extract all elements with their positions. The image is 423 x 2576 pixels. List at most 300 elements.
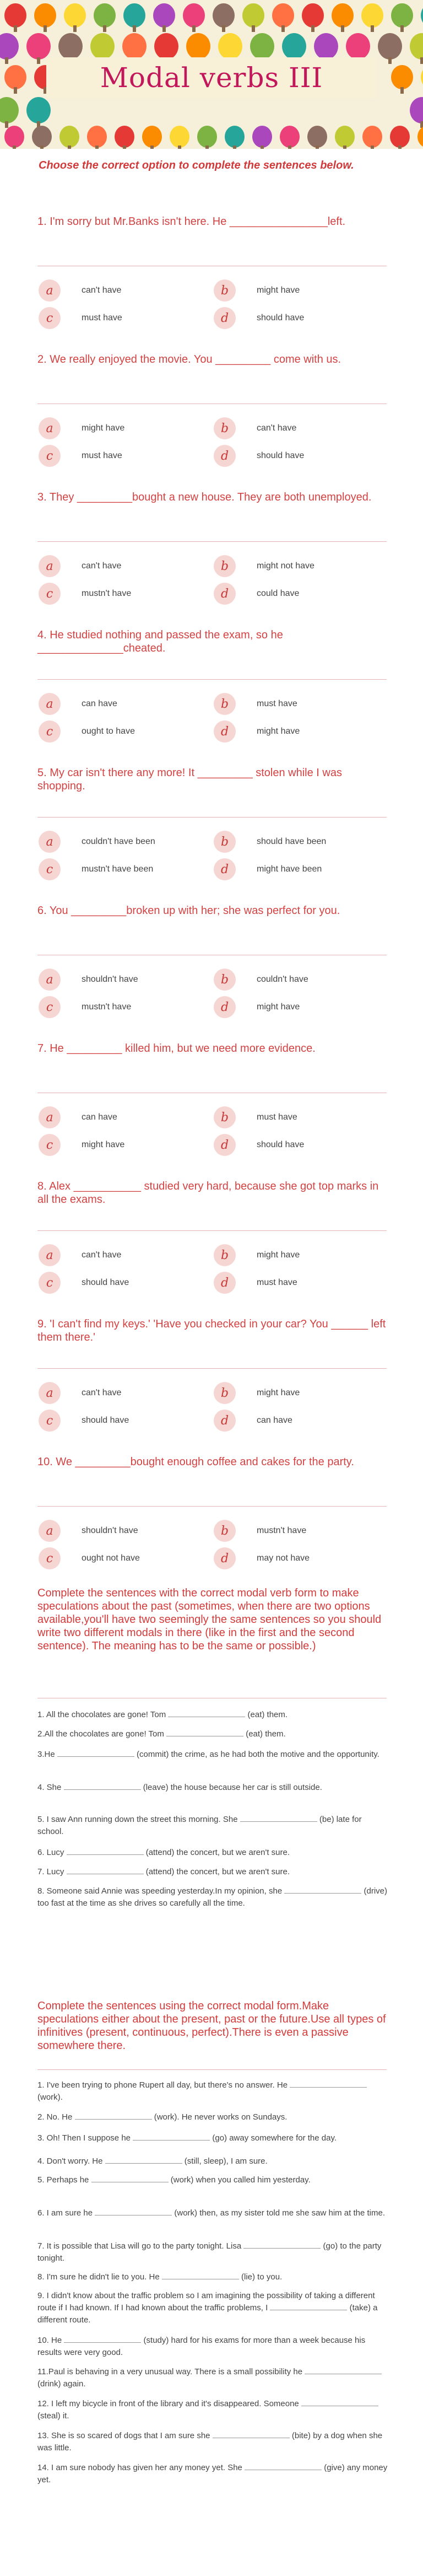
item-text-after: (eat) them. [243, 1729, 286, 1739]
exercise-item [37, 1749, 390, 1761]
item-text-before: 5. I saw Ann running down the street this morning. She [37, 1815, 240, 1824]
item-text-after: (work). He never works on Sundays. [151, 2112, 288, 2122]
tree-trunk [388, 57, 392, 64]
answer-option[interactable] [214, 693, 297, 715]
tree-trunk [37, 57, 40, 64]
tree-decoration [332, 3, 354, 28]
item-text-after: (attend) the concert, but we aren't sure. [143, 1848, 290, 1857]
tree-decoration [4, 65, 26, 89]
option-text: should have [82, 1278, 129, 1287]
tree-trunk [103, 25, 106, 32]
answer-blank[interactable] [168, 1709, 245, 1717]
answer-option[interactable] [39, 1520, 138, 1542]
tree-decoration [26, 97, 51, 123]
option-text: can't have [82, 1388, 122, 1397]
answer-option[interactable] [214, 1272, 297, 1294]
tree-decoration [361, 3, 383, 28]
item-text-after: (study) hard for his exams for more than a week because his results were very good. [37, 2336, 366, 2357]
tree-decoration [58, 33, 83, 60]
answer-option[interactable] [39, 307, 122, 329]
exercise-item [37, 1709, 390, 1721]
item-text-after: (take) a different route. [37, 2303, 378, 2325]
item-text-before: 11.Paul is behaving in a very unusual way. There is a small possibility he [37, 2367, 305, 2376]
answer-option[interactable] [214, 969, 308, 991]
exercise-item [37, 2079, 390, 2104]
question-text: 9. 'I can't find my keys.' 'Have you checked in your car? You ______ left them there.' [37, 1318, 386, 1343]
tree-decoration [115, 126, 134, 148]
answer-blank[interactable] [67, 1847, 144, 1855]
answer-option[interactable] [214, 555, 314, 577]
answer-option[interactable] [214, 583, 299, 605]
tree-decoration [153, 3, 175, 28]
item-text-before: 10. He [37, 2336, 64, 2345]
tree-trunk [222, 25, 225, 32]
answer-blank[interactable] [240, 1814, 317, 1822]
tree-trunk [288, 146, 291, 149]
option-letter: c [39, 1272, 61, 1294]
tree-decoration [87, 126, 107, 148]
option-text: can have [82, 1112, 117, 1122]
question-divider [37, 1506, 387, 1507]
option-text: can't have [82, 286, 122, 295]
option-letter: d [214, 1547, 236, 1569]
tree-trunk [150, 146, 154, 149]
exercise-item [37, 2155, 390, 2168]
answer-option[interactable] [39, 583, 131, 605]
item-text-before: 3. Oh! Then I suppose he [37, 2133, 133, 2143]
tree-trunk [5, 57, 8, 64]
tree-trunk [40, 146, 44, 149]
option-letter: a [39, 693, 61, 715]
option-text: should have [257, 451, 305, 460]
option-letter: d [214, 1134, 236, 1156]
option-text: can have [257, 1416, 292, 1425]
option-letter: a [39, 279, 61, 302]
answer-blank[interactable] [243, 2240, 321, 2249]
option-letter: b [214, 831, 236, 853]
option-text: shouldn't have [82, 1526, 138, 1535]
answer-option[interactable] [214, 307, 304, 329]
tree-decoration [242, 3, 264, 28]
option-letter: a [39, 969, 61, 991]
answer-option[interactable] [39, 831, 155, 853]
option-letter: b [214, 969, 236, 991]
option-letter: a [39, 1520, 61, 1542]
option-text: might have been [257, 864, 322, 874]
answer-option[interactable] [214, 279, 300, 302]
answer-option[interactable] [39, 555, 121, 577]
answer-blank[interactable] [133, 2132, 210, 2141]
item-text-after: (work) then, as my sister told me she saw him at the time. [172, 2208, 386, 2218]
option-letter: c [39, 1410, 61, 1432]
answer-option[interactable] [214, 996, 300, 1018]
option-letter: c [39, 583, 61, 605]
tree-trunk [162, 25, 166, 32]
option-letter: a [39, 555, 61, 577]
item-text-before: 7. Lucy [37, 1867, 67, 1876]
question-text: 6. You _________broken up with her; she was perfect for you. [37, 905, 340, 917]
tree-trunk [205, 146, 209, 149]
tree-decoration [4, 126, 24, 148]
exercise-item [37, 1728, 390, 1740]
option-letter: a [39, 831, 61, 853]
tree-trunk [44, 25, 47, 32]
part2-instruction: Complete the sentences with the correct modal verb form to make speculations about the past (sometimes, when there are two options available,you'll have two seemingly the same sentences so you should write two different modals in there (like in the first and the second sentence). The meaning has to be the same or possible.) [37, 1587, 382, 1652]
option-text: should have [82, 1416, 129, 1425]
option-letter: c [39, 1547, 61, 1569]
option-letter: a [39, 1106, 61, 1128]
answer-blank[interactable] [95, 2207, 172, 2215]
tree-trunk [420, 57, 423, 64]
question-divider [37, 817, 387, 818]
tree-trunk [95, 146, 99, 149]
tree-decoration [417, 126, 423, 148]
exercise-item [37, 1847, 390, 1859]
item-text-before: 7. It is possible that Lisa will go to the party tonight. Lisa [37, 2241, 244, 2251]
tree-trunk [68, 146, 71, 149]
option-text: should have [257, 1140, 305, 1149]
answer-option[interactable] [39, 279, 121, 302]
item-text-after: (bite) by a dog when she was little. [37, 2431, 383, 2453]
exercise-item [37, 2462, 390, 2486]
option-letter: c [39, 996, 61, 1018]
tree-decoration [272, 3, 294, 28]
tree-decoration [142, 126, 162, 148]
item-text-after: (attend) the concert, but we aren't sure. [143, 1867, 290, 1876]
tree-decoration [186, 33, 210, 60]
tree-decoration [90, 33, 115, 60]
question-text: 10. We _________bought enough coffee and cakes for the party. [37, 1456, 354, 1468]
exercise-item [37, 1866, 390, 1878]
answer-blank[interactable] [305, 2366, 382, 2374]
option-letter: c [39, 858, 61, 880]
option-text: can have [82, 699, 117, 708]
answer-option[interactable] [39, 417, 124, 439]
tree-decoration [225, 126, 245, 148]
exercise-item [37, 2132, 390, 2144]
answer-option[interactable] [39, 1106, 117, 1128]
item-text-after: (give) any money yet. [37, 2463, 388, 2484]
answer-blank[interactable] [67, 1866, 144, 1874]
option-letter: b [214, 555, 236, 577]
tree-decoration [314, 33, 338, 60]
tree-trunk [311, 25, 314, 32]
tree-decoration [362, 126, 382, 148]
item-text-before: 6. I am sure he [37, 2208, 95, 2218]
option-text: must have [257, 699, 297, 708]
item-text-before: 4. She [37, 1783, 64, 1792]
exercise-item [37, 1814, 390, 1838]
answer-blank[interactable] [213, 2430, 290, 2438]
option-letter: b [214, 1106, 236, 1128]
answer-blank[interactable] [162, 2271, 239, 2279]
question-divider [37, 1368, 387, 1369]
tree-trunk [341, 25, 344, 32]
item-text-before: 1. I've been trying to phone Rupert all day, but there's no answer. He [37, 2080, 290, 2090]
exercise-item [37, 2366, 390, 2390]
tree-decoration [34, 3, 56, 28]
tree-decoration [64, 3, 86, 28]
option-letter: b [214, 417, 236, 439]
item-text-after: (leave) the house because her car is still outside. [140, 1783, 322, 1792]
tree-decoration [0, 97, 19, 123]
item-text-after: (drink) again. [37, 2379, 86, 2389]
answer-option[interactable] [214, 1410, 292, 1432]
option-letter: b [214, 1244, 236, 1266]
tree-trunk [400, 25, 404, 32]
tree-trunk [14, 25, 17, 32]
item-text-after: (still, sleep), I am sure. [182, 2156, 268, 2166]
answer-option[interactable] [39, 996, 131, 1018]
tree-decoration [410, 33, 423, 60]
question-text: 4. He studied nothing and passed the exam, so he ______________cheated. [37, 629, 283, 654]
answer-option[interactable] [214, 1382, 300, 1404]
option-text: might have [257, 1388, 300, 1397]
tree-trunk [233, 146, 236, 149]
option-letter: a [39, 417, 61, 439]
item-text-after: (drive) too fast at the time as she drives so carefully all the time. [37, 1886, 388, 1908]
answer-blank[interactable] [166, 1728, 243, 1736]
option-text: should have been [257, 837, 327, 846]
question-text: 1. I'm sorry but Mr.Banks isn't here. He ________________left. [37, 216, 346, 228]
answer-blank[interactable] [245, 2462, 322, 2470]
question-text: 2. We really enjoyed the movie. You _________ come with us. [37, 353, 341, 365]
tree-decoration [0, 33, 19, 60]
option-letter: d [214, 445, 236, 467]
option-text: ought not have [82, 1553, 140, 1563]
answer-option[interactable] [39, 1382, 121, 1404]
option-letter: c [39, 1134, 61, 1156]
option-text: might have [257, 1250, 300, 1260]
answer-option[interactable] [214, 1547, 310, 1569]
option-letter: d [214, 1410, 236, 1432]
option-text: might have [257, 286, 300, 295]
tree-trunk [5, 121, 8, 128]
item-text-after: (go) to the party tonight. [37, 2241, 382, 2263]
tree-trunk [123, 146, 126, 149]
answer-blank[interactable] [64, 2335, 141, 2343]
item-text-before: 6. Lucy [37, 1848, 67, 1857]
answer-option[interactable] [214, 417, 296, 439]
option-letter: c [39, 720, 61, 743]
answer-blank[interactable] [105, 2155, 182, 2164]
item-text-before: 2.All the chocolates are gone! Tom [37, 1729, 167, 1739]
item-text-after: (steal) it. [37, 2411, 69, 2421]
option-letter: b [214, 1382, 236, 1404]
option-text: might have [82, 1140, 125, 1149]
question-divider [37, 541, 387, 542]
tree-decoration [122, 33, 147, 60]
item-text-before: 8. I'm sure he didn't lie to you. He [37, 2272, 162, 2282]
option-text: must have [82, 451, 122, 460]
exercise-item [37, 1885, 390, 1910]
option-text: mustn't have [82, 589, 132, 598]
option-text: can't have [82, 561, 122, 571]
option-text: couldn't have been [82, 837, 155, 846]
option-letter: d [214, 720, 236, 743]
answer-option[interactable] [39, 1410, 129, 1432]
tree-decoration [218, 33, 242, 60]
option-text: can't have [82, 1250, 122, 1260]
option-letter: b [214, 693, 236, 715]
answer-option[interactable] [39, 1272, 129, 1294]
option-letter: a [39, 1382, 61, 1404]
exercise-item [37, 2240, 390, 2265]
answer-option[interactable] [39, 445, 122, 467]
tree-decoration [391, 3, 413, 28]
tree-trunk [14, 87, 17, 94]
answer-option[interactable] [214, 1106, 297, 1128]
item-text-before: 8. Someone said Annie was speeding yesterday.In my opinion, she [37, 1886, 285, 1896]
question-divider [37, 1230, 387, 1231]
option-text: must have [257, 1278, 297, 1287]
exercise-item [37, 2430, 390, 2454]
item-text-before: 4. Don't worry. He [37, 2156, 105, 2166]
item-text-after: (commit) the crime, as he had both the motive and the opportunity. [134, 1750, 379, 1759]
answer-blank[interactable] [284, 1885, 361, 1894]
option-text: shouldn't have [82, 975, 138, 984]
option-text: mustn't have [82, 1002, 132, 1012]
tree-decoration [32, 126, 52, 148]
tree-trunk [398, 146, 402, 149]
question-text: 8. Alex ___________ studied very hard, because she got top marks in all the exams. [37, 1180, 379, 1206]
answer-option[interactable] [214, 858, 322, 880]
option-text: mustn't have been [82, 864, 154, 874]
item-text-after: (be) late for school. [37, 1815, 362, 1836]
tree-decoration [410, 97, 423, 123]
answer-option[interactable] [39, 1244, 121, 1266]
exercise-item [37, 2271, 390, 2283]
answer-blank[interactable] [301, 2398, 378, 2406]
tree-trunk [371, 146, 374, 149]
tree-decoration [307, 126, 327, 148]
option-text: may not have [257, 1553, 310, 1563]
option-letter: d [214, 996, 236, 1018]
answer-blank[interactable] [75, 2111, 152, 2120]
item-text-before: 12. I left my bicycle in front of the library and it's disappeared. Someone [37, 2399, 301, 2408]
option-text: couldn't have [257, 975, 308, 984]
option-text: must have [257, 1112, 297, 1122]
tree-decoration [282, 33, 306, 60]
answer-blank[interactable] [91, 2174, 169, 2182]
tree-trunk [316, 146, 319, 149]
option-letter: b [214, 279, 236, 302]
answer-blank[interactable] [57, 1749, 134, 1757]
title-band [46, 57, 377, 98]
option-text: could have [257, 589, 300, 598]
answer-option[interactable] [214, 1134, 304, 1156]
item-text-before: 3.He [37, 1750, 57, 1759]
part3-divider [37, 2069, 387, 2070]
option-text: mustn't have [257, 1526, 307, 1535]
answer-option[interactable] [214, 720, 300, 743]
tree-trunk [371, 25, 374, 32]
item-text-before: 13. She is so scared of dogs that I am sure she [37, 2431, 213, 2440]
tree-decoration [154, 33, 178, 60]
answer-option[interactable] [214, 1520, 306, 1542]
option-letter: a [39, 1244, 61, 1266]
option-letter: c [39, 445, 61, 467]
tree-trunk [400, 87, 404, 94]
option-letter: d [214, 858, 236, 880]
option-letter: c [39, 307, 61, 329]
item-text-before: 2. No. He [37, 2112, 75, 2122]
tree-trunk [281, 25, 285, 32]
tree-decoration [378, 33, 402, 60]
answer-blank[interactable] [270, 2302, 347, 2310]
tree-decoration [59, 126, 79, 148]
item-text-after: (lie) to you. [238, 2272, 283, 2282]
answer-option[interactable] [39, 693, 117, 715]
option-letter: b [214, 1520, 236, 1542]
answer-option[interactable] [214, 1244, 300, 1266]
tree-decoration [26, 33, 51, 60]
item-text-before: 9. I didn't know about the traffic problem so I am imagining the possibility of taking a different route if I had known. If I had known about the traffic problems, I [37, 2291, 375, 2313]
option-letter: d [214, 583, 236, 605]
exercise-item [37, 2290, 390, 2326]
option-text: can't have [257, 423, 297, 433]
item-text-before: 1. All the chocolates are gone! Tom [37, 1710, 169, 1719]
item-text-after: (work). [37, 2093, 63, 2102]
tree-decoration [252, 126, 272, 148]
tree-trunk [261, 146, 264, 149]
option-text: must have [82, 313, 122, 322]
option-text: might have [82, 423, 125, 433]
tree-decoration [170, 126, 189, 148]
tree-trunk [343, 146, 346, 149]
option-text: should have [257, 313, 305, 322]
item-text-after: (go) away somewhere for the day. [210, 2133, 337, 2143]
answer-option[interactable] [214, 831, 326, 853]
option-letter: d [214, 1272, 236, 1294]
tree-decoration [390, 126, 410, 148]
answer-blank[interactable] [290, 2079, 367, 2088]
exercise-item [37, 2398, 390, 2422]
tree-decoration [346, 33, 370, 60]
tree-trunk [192, 25, 196, 32]
page-title: Modal verbs III [100, 62, 323, 94]
answer-blank[interactable] [64, 1782, 141, 1790]
answer-option[interactable] [39, 1134, 124, 1156]
tree-decoration [421, 3, 423, 28]
option-letter: d [214, 307, 236, 329]
tree-decoration [280, 126, 300, 148]
exercise-item [37, 2111, 390, 2123]
answer-option[interactable] [39, 858, 153, 880]
item-text-after: (work) when you called him yesterday. [168, 2175, 311, 2185]
item-text-before: 5. Perhaps he [37, 2175, 91, 2185]
exercise-item [37, 1782, 390, 1794]
question-text: 5. My car isn't there any more! It _________ stolen while I was shopping. [37, 767, 342, 792]
option-text: might not have [257, 561, 314, 571]
tree-decoration [302, 3, 324, 28]
tree-decoration [335, 126, 355, 148]
header-banner [0, 0, 423, 149]
answer-option[interactable] [39, 969, 138, 991]
item-text-after: (eat) them. [245, 1710, 288, 1719]
answer-option[interactable] [39, 720, 135, 743]
exercise-item [37, 2174, 390, 2186]
answer-option[interactable] [214, 445, 304, 467]
answer-option[interactable] [39, 1547, 140, 1569]
option-text: might have [257, 727, 300, 736]
tree-decoration [123, 3, 145, 28]
part3-instruction: Complete the sentences using the correct modal form.Make speculations either about the present, past or the future.Use all types of infinitives (present, continuous, perfect).There is even a passive somewhere there. [37, 2000, 386, 2052]
tree-decoration [391, 65, 413, 89]
option-text: might have [257, 1002, 300, 1012]
exercise-item [37, 2207, 390, 2219]
exercise-item [37, 2335, 390, 2359]
